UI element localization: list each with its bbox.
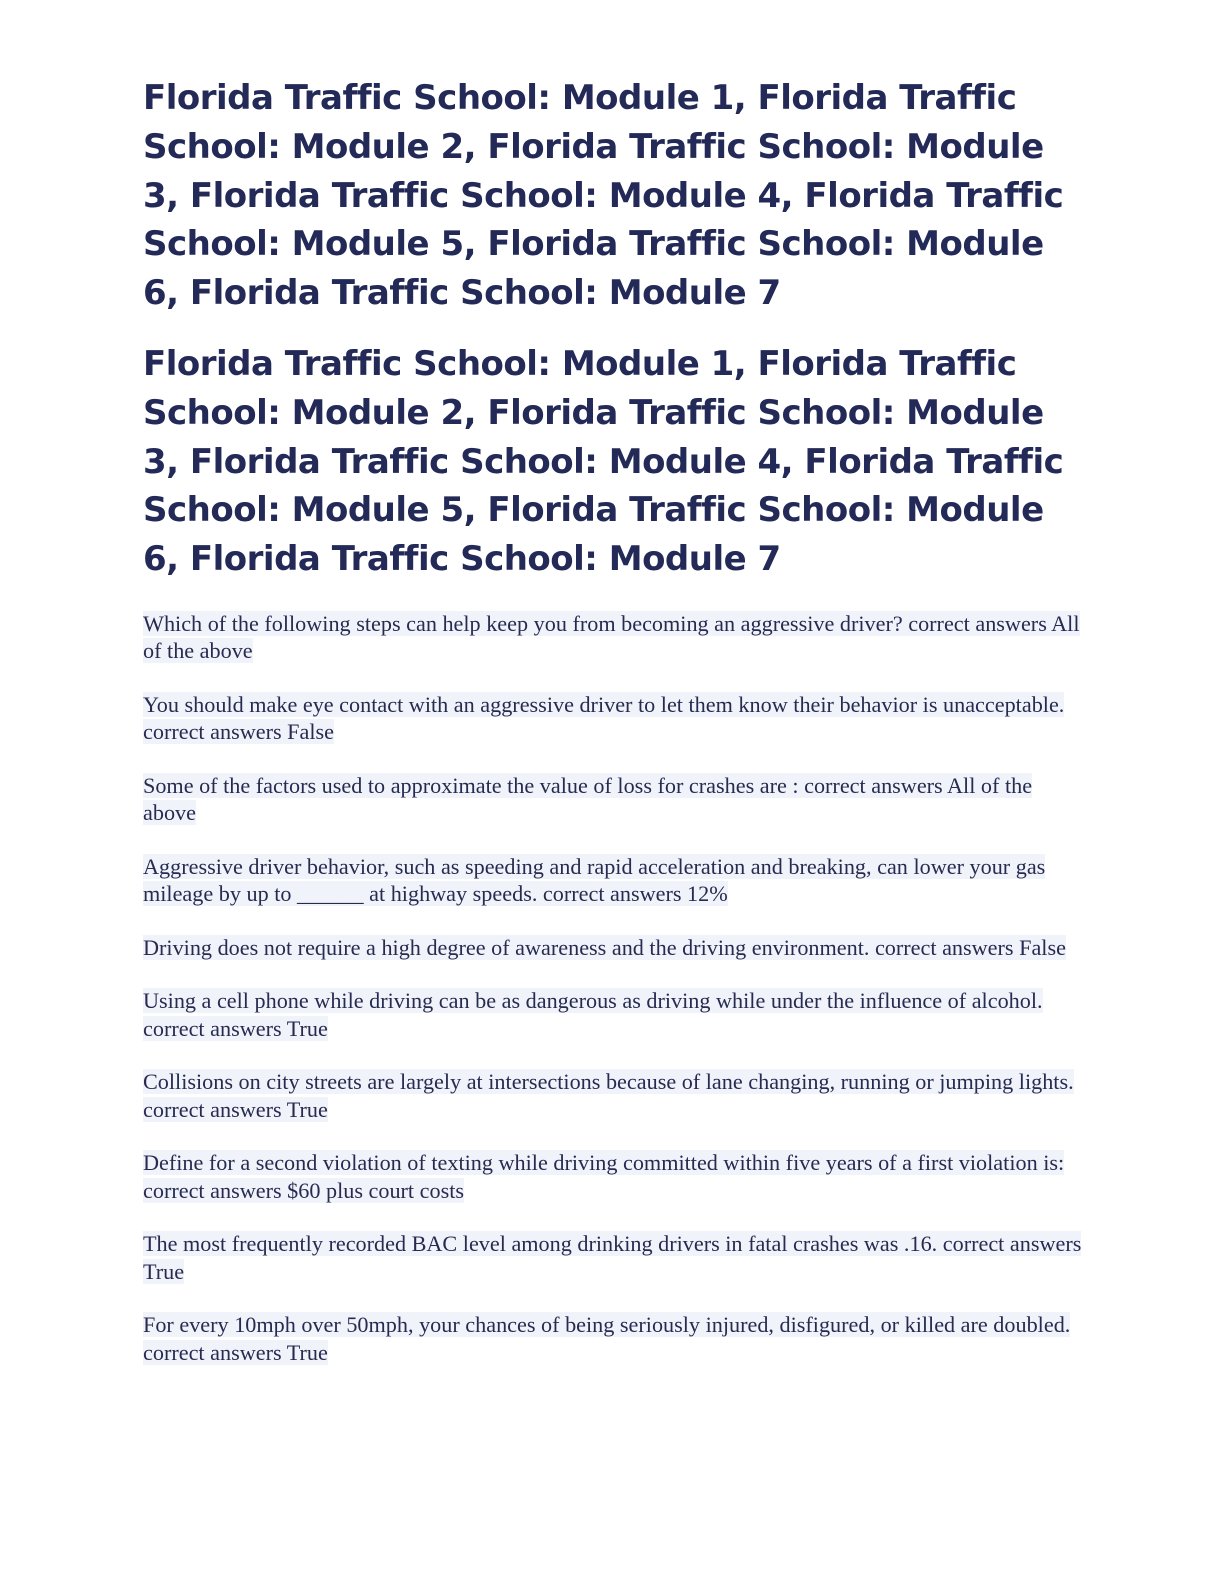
qa-item xyxy=(143,987,1083,1042)
qa-item xyxy=(143,1149,1083,1204)
document-page xyxy=(143,74,1083,1392)
document-title-repeat: Florida Traffic School: Module 1, Florida Traffic School: Module 2, Florida Traffic School: Module 3, Florida Traffic School: Module 4, Florida Traffic School: Module 5, Florida Traffic School: Module 6, Florida Traffic School: Module 7 xyxy=(143,343,1064,580)
qa-item-text: Driving does not require a high degree of awareness and the driving environment. correct answers False xyxy=(143,934,1066,960)
qa-item xyxy=(143,610,1083,665)
qa-item-text: You should make eye contact with an aggressive driver to let them know their behavior is unacceptable. correct answers False xyxy=(143,691,1065,745)
qa-item-text: The most frequently recorded BAC level among drinking drivers in fatal crashes was .16. correct answers True xyxy=(143,1231,1082,1284)
qa-item xyxy=(143,772,1083,827)
qa-item-text: Aggressive driver behavior, such as speeding and rapid acceleration and breaking, can lower your gas mileage by up to ______ at highway speeds. correct answers 12% xyxy=(143,853,1046,907)
qa-item xyxy=(143,1230,1083,1285)
qa-list xyxy=(143,610,1083,1367)
qa-item-text: Using a cell phone while driving can be as dangerous as driving while under the influence of alcohol. correct answers True xyxy=(143,988,1043,1041)
qa-item xyxy=(143,691,1083,746)
qa-item-text: Collisions on city streets are largely at intersections because of lane changing, running or jumping lights. correct answers True xyxy=(143,1069,1074,1122)
qa-item-text: Which of the following steps can help keep you from becoming an aggressive driver? correct answers All of the above xyxy=(143,610,1080,664)
qa-item xyxy=(143,1311,1083,1366)
qa-item xyxy=(143,853,1083,908)
qa-item xyxy=(143,934,1083,962)
qa-item-text: Define for a second violation of texting while driving committed within five years of a first violation is: correct answers $60 plus court costs xyxy=(143,1150,1065,1203)
qa-item-text: Some of the factors used to approximate the value of loss for crashes are : correct answers All of the above xyxy=(143,772,1033,826)
qa-item xyxy=(143,1068,1083,1123)
document-title: Florida Traffic School: Module 1, Florida Traffic School: Module 2, Florida Traffic School: Module 3, Florida Traffic School: Module 4, Florida Traffic School: Module 5, Florida Traffic School: Module 6, Florida Traffic School: Module 7 xyxy=(143,78,1064,314)
qa-item-text: For every 10mph over 50mph, your chances of being seriously injured, disfigured, or killed are doubled. correct answers True xyxy=(143,1312,1071,1365)
